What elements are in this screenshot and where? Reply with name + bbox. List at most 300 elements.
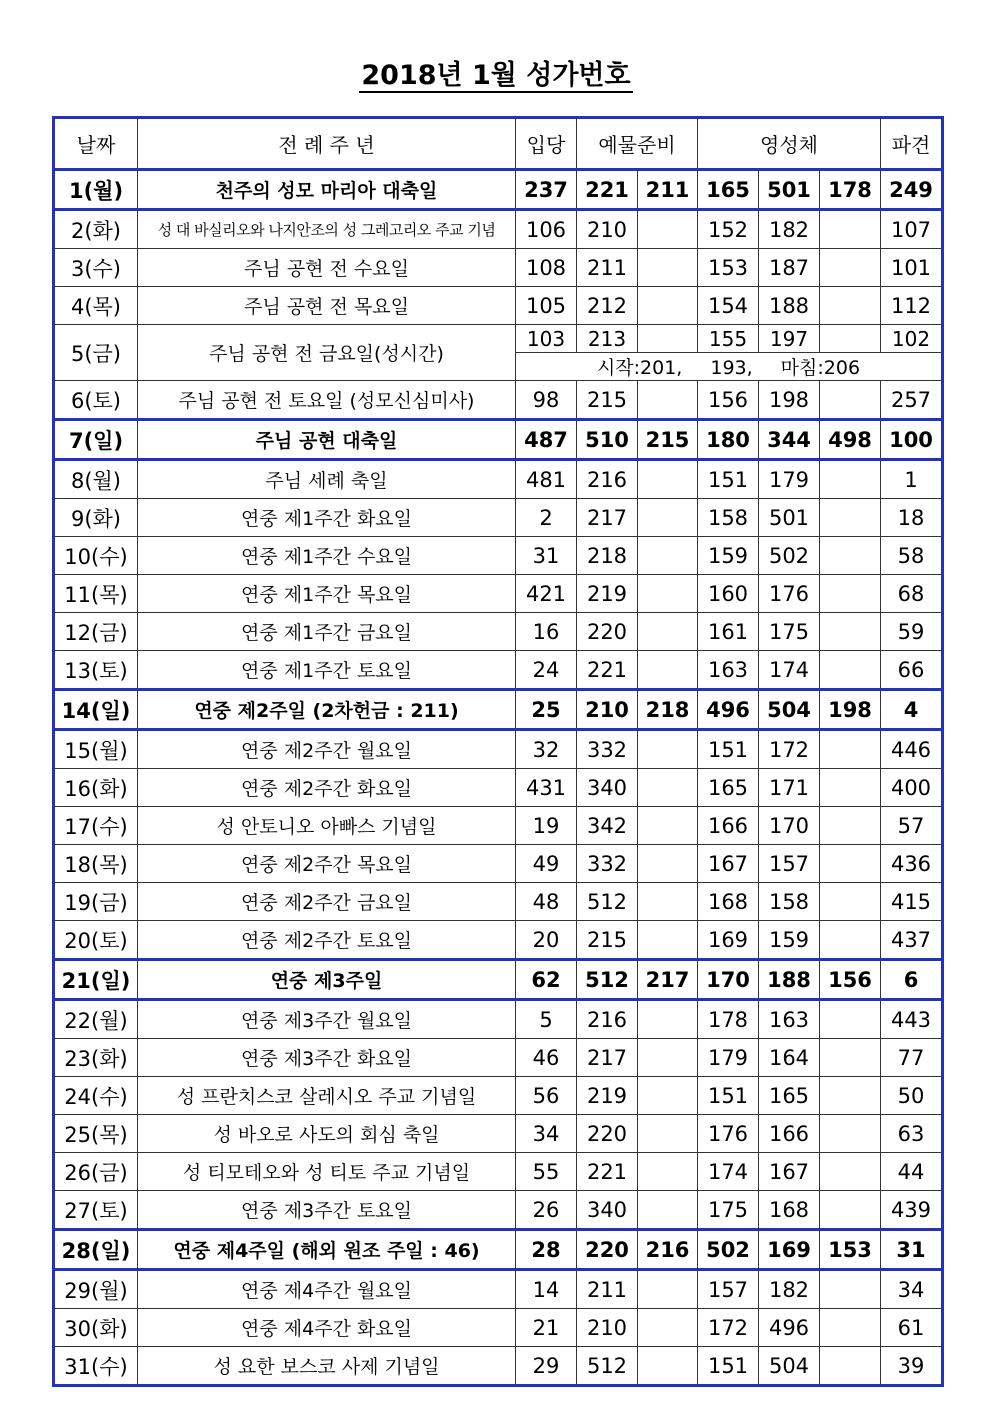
liturgy-name-cell: 연중 제1주간 금요일 bbox=[138, 613, 516, 651]
table-row bbox=[54, 420, 943, 460]
entrance-cell: 21 bbox=[516, 1309, 577, 1347]
offertory-cell-1: 216 bbox=[577, 1000, 638, 1039]
communion-cell-2: 172 bbox=[759, 730, 820, 769]
date-cell: 8(월) bbox=[54, 460, 138, 499]
date-cell: 27(토) bbox=[54, 1191, 138, 1230]
offertory-cell-1: 219 bbox=[577, 1077, 638, 1115]
liturgy-name-cell: 성 안토니오 아빠스 기념일 bbox=[138, 807, 516, 845]
offertory-cell-1: 510 bbox=[577, 420, 638, 460]
dismissal-cell: 112 bbox=[881, 287, 943, 325]
table-row bbox=[54, 1000, 943, 1039]
entrance-cell: 106 bbox=[516, 210, 577, 249]
liturgy-name-cell: 주님 세례 축일 bbox=[138, 460, 516, 499]
communion-cell-1: 175 bbox=[698, 1191, 759, 1230]
communion-cell-2: 187 bbox=[759, 249, 820, 287]
entrance-cell: 481 bbox=[516, 460, 577, 499]
entrance-cell: 108 bbox=[516, 249, 577, 287]
dismissal-cell: 18 bbox=[881, 499, 943, 537]
liturgy-name-cell: 주님 공현 전 목요일 bbox=[138, 287, 516, 325]
communion-cell-1: 169 bbox=[698, 921, 759, 960]
communion-cell-1: 154 bbox=[698, 287, 759, 325]
offertory-cell-1: 340 bbox=[577, 1191, 638, 1230]
communion-cell-2: 496 bbox=[759, 1309, 820, 1347]
liturgy-name-cell: 연중 제3주간 화요일 bbox=[138, 1039, 516, 1077]
date-cell: 10(수) bbox=[54, 537, 138, 575]
entrance-cell: 20 bbox=[516, 921, 577, 960]
table-row bbox=[54, 325, 943, 353]
table-row bbox=[54, 807, 943, 845]
offertory-cell-2 bbox=[638, 613, 698, 651]
communion-cell-1: 163 bbox=[698, 651, 759, 690]
communion-cell-3 bbox=[820, 1309, 881, 1347]
entrance-cell: 62 bbox=[516, 960, 577, 1000]
liturgy-name-cell: 연중 제4주간 월요일 bbox=[138, 1270, 516, 1309]
communion-cell-2: 182 bbox=[759, 1270, 820, 1309]
date-cell: 19(금) bbox=[54, 883, 138, 921]
table-row bbox=[54, 730, 943, 769]
offertory-cell-2: 216 bbox=[638, 1230, 698, 1270]
offertory-cell-1: 219 bbox=[577, 575, 638, 613]
offertory-cell-2 bbox=[638, 1039, 698, 1077]
date-cell: 14(일) bbox=[54, 690, 138, 730]
date-cell: 16(화) bbox=[54, 769, 138, 807]
table-row bbox=[54, 613, 943, 651]
dismissal-cell: 61 bbox=[881, 1309, 943, 1347]
entrance-cell: 56 bbox=[516, 1077, 577, 1115]
communion-cell-2: 165 bbox=[759, 1077, 820, 1115]
table-row bbox=[54, 1309, 943, 1347]
communion-cell-3 bbox=[820, 460, 881, 499]
communion-cell-1: 170 bbox=[698, 960, 759, 1000]
entrance-cell: 55 bbox=[516, 1153, 577, 1191]
communion-cell-2: 182 bbox=[759, 210, 820, 249]
communion-cell-1: 151 bbox=[698, 460, 759, 499]
dismissal-cell: 58 bbox=[881, 537, 943, 575]
communion-cell-1: 174 bbox=[698, 1153, 759, 1191]
communion-note-cell bbox=[516, 353, 943, 381]
liturgy-name-cell: 성 바오로 사도의 회심 축일 bbox=[138, 1115, 516, 1153]
entrance-cell: 25 bbox=[516, 690, 577, 730]
dismissal-cell: 31 bbox=[881, 1230, 943, 1270]
dismissal-cell: 400 bbox=[881, 769, 943, 807]
liturgy-name-cell: 성 대 바실리오와 나지안조의 성 그레고리오 주교 기념 bbox=[138, 210, 516, 249]
table-row bbox=[54, 170, 943, 210]
dismissal-cell: 107 bbox=[881, 210, 943, 249]
date-cell: 3(수) bbox=[54, 249, 138, 287]
offertory-cell-1: 221 bbox=[577, 1153, 638, 1191]
communion-cell-2: 501 bbox=[759, 499, 820, 537]
header-date: 날짜 bbox=[54, 118, 138, 170]
entrance-cell: 16 bbox=[516, 613, 577, 651]
communion-cell-2: 159 bbox=[759, 921, 820, 960]
entrance-cell: 487 bbox=[516, 420, 577, 460]
offertory-cell-1: 210 bbox=[577, 1309, 638, 1347]
entrance-cell: 32 bbox=[516, 730, 577, 769]
communion-cell-1: 166 bbox=[698, 807, 759, 845]
offertory-cell-2 bbox=[638, 1115, 698, 1153]
dismissal-cell: 6 bbox=[881, 960, 943, 1000]
offertory-cell-1: 217 bbox=[577, 499, 638, 537]
offertory-cell-2 bbox=[638, 537, 698, 575]
offertory-cell-2 bbox=[638, 325, 698, 353]
communion-cell-2: 168 bbox=[759, 1191, 820, 1230]
entrance-cell: 19 bbox=[516, 807, 577, 845]
offertory-cell-2 bbox=[638, 460, 698, 499]
communion-cell-3 bbox=[820, 287, 881, 325]
communion-cell-1: 152 bbox=[698, 210, 759, 249]
dismissal-cell: 446 bbox=[881, 730, 943, 769]
communion-cell-3 bbox=[820, 537, 881, 575]
entrance-cell: 105 bbox=[516, 287, 577, 325]
communion-cell-3 bbox=[820, 730, 881, 769]
communion-cell-2: 504 bbox=[759, 690, 820, 730]
hymn-schedule-table bbox=[52, 116, 944, 1387]
communion-cell-1: 153 bbox=[698, 249, 759, 287]
offertory-cell-2 bbox=[638, 1309, 698, 1347]
offertory-cell-1: 220 bbox=[577, 1115, 638, 1153]
liturgy-name-cell: 연중 제1주간 화요일 bbox=[138, 499, 516, 537]
communion-cell-3 bbox=[820, 499, 881, 537]
header-dismissal: 파견 bbox=[881, 118, 943, 170]
dismissal-cell: 437 bbox=[881, 921, 943, 960]
liturgy-name-cell: 연중 제3주간 월요일 bbox=[138, 1000, 516, 1039]
entrance-cell: 2 bbox=[516, 499, 577, 537]
table-row bbox=[54, 1270, 943, 1309]
offertory-cell-1: 342 bbox=[577, 807, 638, 845]
communion-cell-3 bbox=[820, 651, 881, 690]
entrance-cell: 98 bbox=[516, 381, 577, 420]
liturgy-name-cell: 연중 제4주간 화요일 bbox=[138, 1309, 516, 1347]
date-cell: 30(화) bbox=[54, 1309, 138, 1347]
offertory-cell-2 bbox=[638, 1000, 698, 1039]
offertory-cell-2 bbox=[638, 1270, 698, 1309]
dismissal-cell: 257 bbox=[881, 381, 943, 420]
offertory-cell-1: 215 bbox=[577, 381, 638, 420]
dismissal-cell: 66 bbox=[881, 651, 943, 690]
dismissal-cell: 39 bbox=[881, 1347, 943, 1386]
offertory-cell-2: 215 bbox=[638, 420, 698, 460]
date-cell: 15(월) bbox=[54, 730, 138, 769]
communion-cell-2: 188 bbox=[759, 960, 820, 1000]
communion-cell-1: 161 bbox=[698, 613, 759, 651]
communion-cell-2: 198 bbox=[759, 381, 820, 420]
offertory-cell-1: 221 bbox=[577, 651, 638, 690]
offertory-cell-1: 220 bbox=[577, 1230, 638, 1270]
communion-cell-1: 178 bbox=[698, 1000, 759, 1039]
dismissal-cell: 63 bbox=[881, 1115, 943, 1153]
communion-cell-2: 157 bbox=[759, 845, 820, 883]
offertory-cell-1: 215 bbox=[577, 921, 638, 960]
date-cell: 20(토) bbox=[54, 921, 138, 960]
communion-cell-1: 160 bbox=[698, 575, 759, 613]
offertory-cell-2 bbox=[638, 769, 698, 807]
communion-cell-2: 158 bbox=[759, 883, 820, 921]
communion-cell-1: 151 bbox=[698, 1347, 759, 1386]
header-liturgy: 전 례 주 년 bbox=[138, 118, 516, 170]
header-offertory: 예물준비 bbox=[577, 118, 698, 170]
dismissal-cell: 1 bbox=[881, 460, 943, 499]
communion-cell-3 bbox=[820, 1077, 881, 1115]
offertory-cell-1: 213 bbox=[577, 325, 638, 353]
liturgy-name-cell: 주님 공현 대축일 bbox=[138, 420, 516, 460]
table-row bbox=[54, 575, 943, 613]
liturgy-name-cell: 연중 제3주간 토요일 bbox=[138, 1191, 516, 1230]
liturgy-name-cell: 연중 제2주간 금요일 bbox=[138, 883, 516, 921]
entrance-cell: 28 bbox=[516, 1230, 577, 1270]
communion-cell-3: 198 bbox=[820, 690, 881, 730]
communion-cell-1: 151 bbox=[698, 1077, 759, 1115]
communion-cell-3 bbox=[820, 769, 881, 807]
liturgy-name-cell: 성 티모테오와 성 티토 주교 기념일 bbox=[138, 1153, 516, 1191]
offertory-cell-2 bbox=[638, 499, 698, 537]
communion-cell-1: 158 bbox=[698, 499, 759, 537]
offertory-cell-2: 217 bbox=[638, 960, 698, 1000]
entrance-cell: 103 bbox=[516, 325, 577, 353]
communion-cell-3 bbox=[820, 249, 881, 287]
communion-cell-2: 170 bbox=[759, 807, 820, 845]
entrance-cell: 46 bbox=[516, 1039, 577, 1077]
communion-cell-1: 168 bbox=[698, 883, 759, 921]
communion-cell-1: 165 bbox=[698, 170, 759, 210]
table-row bbox=[54, 883, 943, 921]
communion-cell-1: 179 bbox=[698, 1039, 759, 1077]
offertory-cell-1: 211 bbox=[577, 1270, 638, 1309]
communion-cell-1: 151 bbox=[698, 730, 759, 769]
offertory-cell-2 bbox=[638, 381, 698, 420]
table-row bbox=[54, 460, 943, 499]
communion-cell-1: 155 bbox=[698, 325, 759, 353]
communion-cell-2: 179 bbox=[759, 460, 820, 499]
offertory-cell-1: 210 bbox=[577, 690, 638, 730]
date-cell: 12(금) bbox=[54, 613, 138, 651]
date-cell: 24(수) bbox=[54, 1077, 138, 1115]
offertory-cell-2 bbox=[638, 1191, 698, 1230]
communion-cell-2: 169 bbox=[759, 1230, 820, 1270]
date-cell: 31(수) bbox=[54, 1347, 138, 1386]
date-cell: 28(일) bbox=[54, 1230, 138, 1270]
offertory-cell-1: 220 bbox=[577, 613, 638, 651]
offertory-cell-2 bbox=[638, 921, 698, 960]
table-row bbox=[54, 537, 943, 575]
liturgy-name-cell: 연중 제2주간 목요일 bbox=[138, 845, 516, 883]
table-row bbox=[54, 1115, 943, 1153]
communion-cell-1: 180 bbox=[698, 420, 759, 460]
entrance-cell: 237 bbox=[516, 170, 577, 210]
liturgy-name-cell: 주님 공현 전 수요일 bbox=[138, 249, 516, 287]
liturgy-name-cell: 연중 제2주간 화요일 bbox=[138, 769, 516, 807]
table-row bbox=[54, 1077, 943, 1115]
table-row bbox=[54, 287, 943, 325]
date-cell: 23(화) bbox=[54, 1039, 138, 1077]
note-part: 193, bbox=[710, 357, 753, 379]
note-part: 시작:201, bbox=[596, 357, 683, 379]
liturgy-name-cell: 연중 제4주일 (해외 원조 주일 : 46) bbox=[138, 1230, 516, 1270]
header-entrance: 입당 bbox=[516, 118, 577, 170]
communion-cell-3: 156 bbox=[820, 960, 881, 1000]
communion-cell-2: 164 bbox=[759, 1039, 820, 1077]
communion-cell-1: 176 bbox=[698, 1115, 759, 1153]
date-cell: 6(토) bbox=[54, 381, 138, 420]
communion-cell-3 bbox=[820, 921, 881, 960]
offertory-cell-2 bbox=[638, 730, 698, 769]
dismissal-cell: 249 bbox=[881, 170, 943, 210]
header-communion: 영성체 bbox=[698, 118, 881, 170]
dismissal-cell: 101 bbox=[881, 249, 943, 287]
offertory-cell-2 bbox=[638, 845, 698, 883]
date-cell: 4(목) bbox=[54, 287, 138, 325]
liturgy-name-cell: 성 프란치스코 살레시오 주교 기념일 bbox=[138, 1077, 516, 1115]
entrance-cell: 29 bbox=[516, 1347, 577, 1386]
communion-cell-2: 188 bbox=[759, 287, 820, 325]
communion-cell-3 bbox=[820, 1000, 881, 1039]
date-cell: 1(월) bbox=[54, 170, 138, 210]
dismissal-cell: 415 bbox=[881, 883, 943, 921]
table-row bbox=[54, 651, 943, 690]
table-row bbox=[54, 249, 943, 287]
offertory-cell-1: 221 bbox=[577, 170, 638, 210]
dismissal-cell: 57 bbox=[881, 807, 943, 845]
communion-cell-2: 197 bbox=[759, 325, 820, 353]
entrance-cell: 431 bbox=[516, 769, 577, 807]
communion-cell-2: 344 bbox=[759, 420, 820, 460]
offertory-cell-1: 212 bbox=[577, 287, 638, 325]
entrance-cell: 26 bbox=[516, 1191, 577, 1230]
offertory-cell-1: 217 bbox=[577, 1039, 638, 1077]
offertory-cell-1: 512 bbox=[577, 960, 638, 1000]
table-row bbox=[54, 921, 943, 960]
liturgy-name-cell: 천주의 성모 마리아 대축일 bbox=[138, 170, 516, 210]
date-cell: 7(일) bbox=[54, 420, 138, 460]
title-text: 2018년 1월 성가번호 bbox=[361, 60, 631, 91]
liturgy-name-cell: 연중 제2주간 토요일 bbox=[138, 921, 516, 960]
offertory-cell-2 bbox=[638, 883, 698, 921]
date-cell: 11(목) bbox=[54, 575, 138, 613]
communion-cell-2: 176 bbox=[759, 575, 820, 613]
communion-cell-2: 171 bbox=[759, 769, 820, 807]
entrance-cell: 421 bbox=[516, 575, 577, 613]
liturgy-name-cell: 주님 공현 전 토요일 (성모신심미사) bbox=[138, 381, 516, 420]
offertory-cell-2 bbox=[638, 807, 698, 845]
communion-cell-3 bbox=[820, 325, 881, 353]
date-cell: 13(토) bbox=[54, 651, 138, 690]
communion-cell-1: 157 bbox=[698, 1270, 759, 1309]
communion-cell-3 bbox=[820, 1347, 881, 1386]
table-row bbox=[54, 499, 943, 537]
communion-cell-3 bbox=[820, 883, 881, 921]
entrance-cell: 34 bbox=[516, 1115, 577, 1153]
date-cell: 17(수) bbox=[54, 807, 138, 845]
communion-cell-3 bbox=[820, 1153, 881, 1191]
communion-cell-1: 167 bbox=[698, 845, 759, 883]
offertory-cell-2 bbox=[638, 575, 698, 613]
communion-cell-1: 172 bbox=[698, 1309, 759, 1347]
offertory-cell-1: 218 bbox=[577, 537, 638, 575]
liturgy-name-cell: 연중 제1주간 수요일 bbox=[138, 537, 516, 575]
dismissal-cell: 439 bbox=[881, 1191, 943, 1230]
communion-cell-2: 501 bbox=[759, 170, 820, 210]
communion-cell-3: 153 bbox=[820, 1230, 881, 1270]
communion-cell-1: 159 bbox=[698, 537, 759, 575]
communion-cell-3 bbox=[820, 1270, 881, 1309]
communion-cell-1: 165 bbox=[698, 769, 759, 807]
communion-cell-3 bbox=[820, 845, 881, 883]
date-cell: 26(금) bbox=[54, 1153, 138, 1191]
entrance-cell: 49 bbox=[516, 845, 577, 883]
communion-cell-2: 174 bbox=[759, 651, 820, 690]
entrance-cell: 5 bbox=[516, 1000, 577, 1039]
date-cell: 9(화) bbox=[54, 499, 138, 537]
table-row bbox=[54, 1347, 943, 1386]
offertory-cell-1: 210 bbox=[577, 210, 638, 249]
communion-cell-3 bbox=[820, 1115, 881, 1153]
offertory-cell-1: 332 bbox=[577, 730, 638, 769]
liturgy-name-cell: 성 요한 보스코 사제 기념일 bbox=[138, 1347, 516, 1386]
communion-cell-1: 496 bbox=[698, 690, 759, 730]
communion-cell-2: 504 bbox=[759, 1347, 820, 1386]
communion-cell-3 bbox=[820, 807, 881, 845]
communion-cell-3 bbox=[820, 1191, 881, 1230]
offertory-cell-2 bbox=[638, 651, 698, 690]
offertory-cell-1: 340 bbox=[577, 769, 638, 807]
date-cell: 21(일) bbox=[54, 960, 138, 1000]
communion-cell-1: 502 bbox=[698, 1230, 759, 1270]
communion-cell-3 bbox=[820, 381, 881, 420]
date-cell: 2(화) bbox=[54, 210, 138, 249]
table-row bbox=[54, 845, 943, 883]
communion-cell-2: 175 bbox=[759, 613, 820, 651]
communion-cell-3 bbox=[820, 575, 881, 613]
communion-cell-3 bbox=[820, 210, 881, 249]
communion-cell-3: 498 bbox=[820, 420, 881, 460]
header-row bbox=[54, 118, 943, 170]
offertory-cell-2 bbox=[638, 1077, 698, 1115]
liturgy-name-cell: 연중 제1주간 목요일 bbox=[138, 575, 516, 613]
communion-cell-3 bbox=[820, 613, 881, 651]
offertory-cell-1: 211 bbox=[577, 249, 638, 287]
dismissal-cell: 77 bbox=[881, 1039, 943, 1077]
communion-cell-3: 178 bbox=[820, 170, 881, 210]
entrance-cell: 14 bbox=[516, 1270, 577, 1309]
table-row bbox=[54, 769, 943, 807]
dismissal-cell: 443 bbox=[881, 1000, 943, 1039]
communion-cell-2: 166 bbox=[759, 1115, 820, 1153]
offertory-cell-2 bbox=[638, 1347, 698, 1386]
entrance-cell: 24 bbox=[516, 651, 577, 690]
communion-cell-2: 167 bbox=[759, 1153, 820, 1191]
liturgy-name-cell: 연중 제1주간 토요일 bbox=[138, 651, 516, 690]
offertory-cell-2 bbox=[638, 210, 698, 249]
entrance-cell: 48 bbox=[516, 883, 577, 921]
offertory-cell-1: 512 bbox=[577, 883, 638, 921]
offertory-cell-2 bbox=[638, 249, 698, 287]
communion-cell-2: 163 bbox=[759, 1000, 820, 1039]
dismissal-cell: 34 bbox=[881, 1270, 943, 1309]
note-part: 마침:206 bbox=[780, 357, 861, 379]
offertory-cell-2 bbox=[638, 1153, 698, 1191]
dismissal-cell: 100 bbox=[881, 420, 943, 460]
date-cell: 5(금) bbox=[54, 325, 138, 381]
dismissal-cell: 436 bbox=[881, 845, 943, 883]
date-cell: 18(목) bbox=[54, 845, 138, 883]
table-row bbox=[54, 690, 943, 730]
table-row bbox=[54, 1039, 943, 1077]
liturgy-name-cell: 연중 제3주일 bbox=[138, 960, 516, 1000]
table-row bbox=[54, 960, 943, 1000]
dismissal-cell: 50 bbox=[881, 1077, 943, 1115]
dismissal-cell: 102 bbox=[881, 325, 943, 353]
offertory-cell-2: 211 bbox=[638, 170, 698, 210]
liturgy-name-cell: 연중 제2주간 월요일 bbox=[138, 730, 516, 769]
